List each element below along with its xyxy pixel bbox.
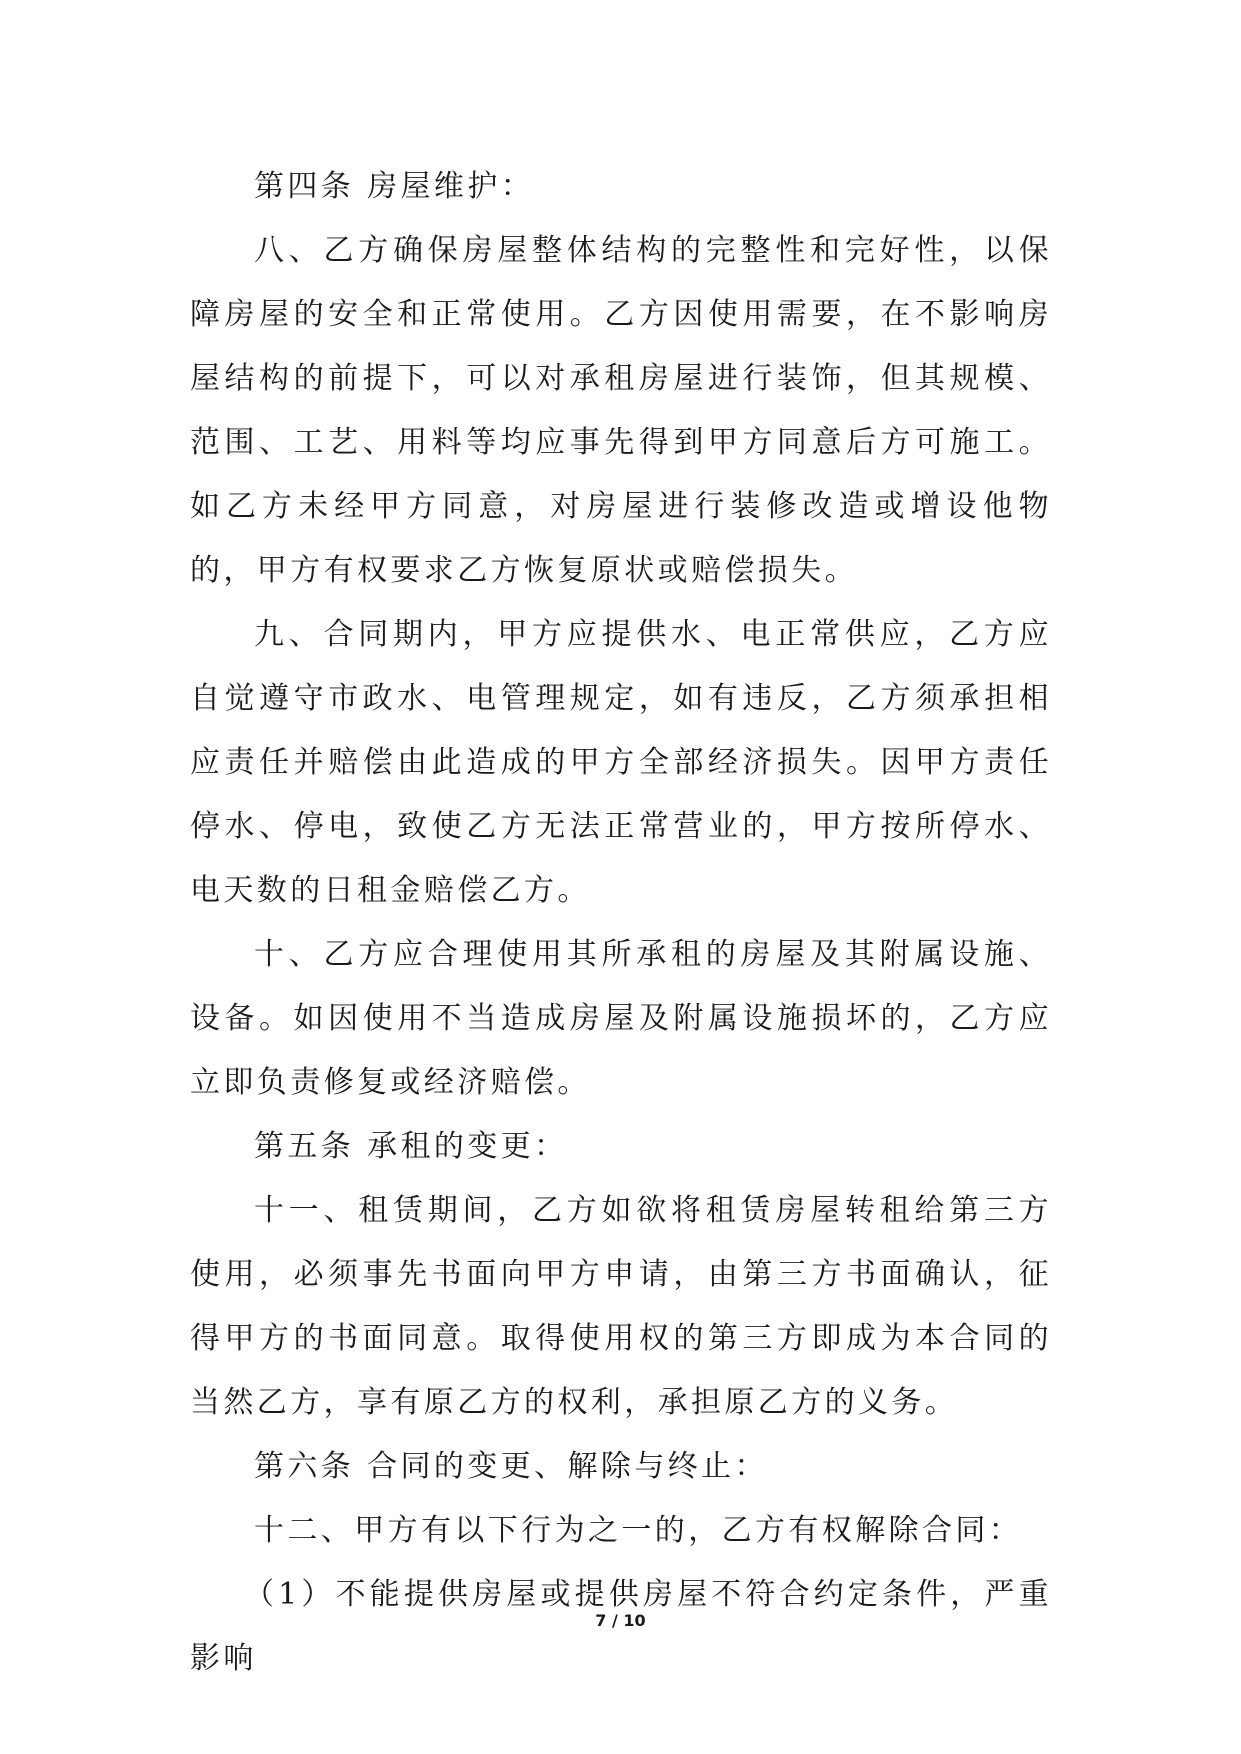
clause-item-9: 九、合同期内，甲方应提供水、电正常供应，乙方应自觉遵守市政水、电管理规定，如有违反，乙方须承担相应责任并赔偿由此造成的甲方全部经济损失。因甲方责任停水、停电，致使乙方无法正常营业的，甲方按所停水、电天数的日租金赔偿乙方。 [190,617,1052,908]
clause-item-12: 十二、甲方有以下行为之一的，乙方有权解除合同： [254,1513,1023,1548]
clause-heading-4: 第四条 房屋维护： [254,169,535,204]
clause-heading-6: 第六条 合同的变更、解除与终止： [254,1449,768,1484]
clause-item-8: 八、乙方确保房屋整体结构的完整性和完好性，以保障房屋的安全和正常使用。乙方因使用需要，在不影响房屋结构的前提下，可以对承租房屋进行装饰，但其规模、范围、工艺、用料等均应事先得到甲方同意后方可施工。如乙方未经甲方同意，对房屋进行装修改造或增设他物的，甲方有权要求乙方恢复原状或赔偿损失。 [190,233,1052,588]
clause-heading-5: 第五条 承租的变更： [254,1129,568,1164]
page-number: 7 / 10 [595,1611,646,1630]
clause-item-10: 十、乙方应合理使用其所承租的房屋及其附属设施、设备。如因使用不当造成房屋及附属设施损坏的，乙方应立即负责修复或经济赔偿。 [190,937,1052,1100]
clause-item-11: 十一、租赁期间，乙方如欲将租赁房屋转租给第三方使用，必须事先书面向甲方申请，由第三方书面确认，征得甲方的书面同意。取得使用权的第三方即成为本合同的当然乙方，享有原乙方的权利，承担原乙方的义务。 [190,1193,1052,1420]
document-body [190,155,1052,1691]
clause-subitem-1: （1）不能提供房屋或提供房屋不符合约定条件，严重影响 [190,1577,1052,1676]
